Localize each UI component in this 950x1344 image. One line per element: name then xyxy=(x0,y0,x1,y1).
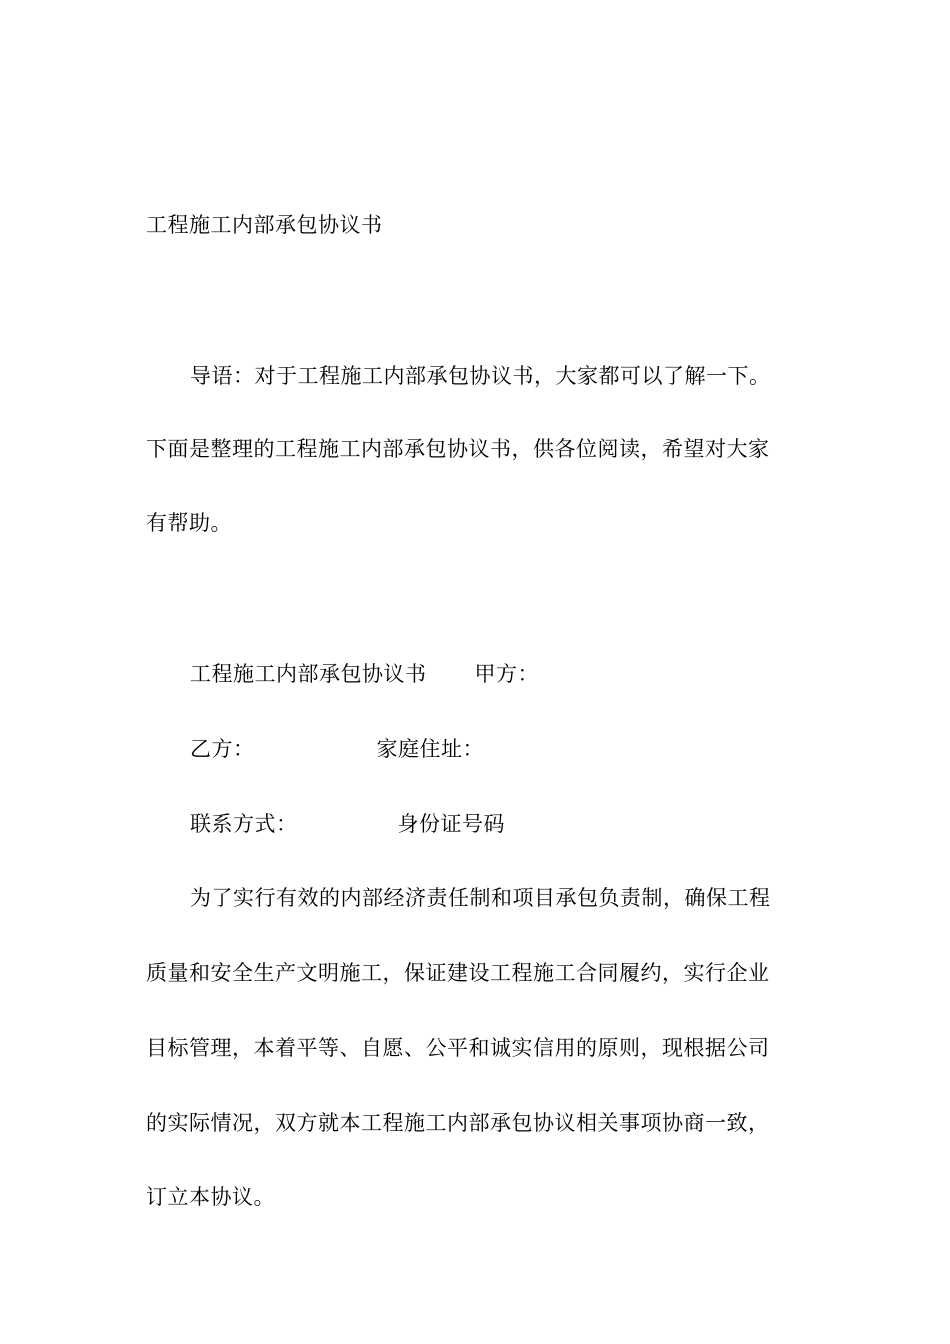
agreement-heading: 工程施工内部承包协议书 xyxy=(190,662,427,686)
intro-line-2: 下面是整理的工程施工内部承包协议书，供各位阅读，希望对大家 xyxy=(146,437,770,461)
party-b-label: 乙方： xyxy=(190,737,255,761)
intro-line-3: 有帮助。 xyxy=(146,511,232,535)
party-a-label: 甲方： xyxy=(474,662,539,686)
parties-row-2 xyxy=(190,737,484,761)
parties-row-1 xyxy=(190,662,539,686)
body-line-1: 为了实行有效的内部经济责任制和项目承包负责制，确保工程 xyxy=(190,886,771,910)
home-address-label: 家庭住址： xyxy=(376,737,484,761)
body-line-3: 目标管理，本着平等、自愿、公平和诚实信用的原则，现根据公司 xyxy=(146,1036,770,1060)
body-line-2: 质量和安全生产文明施工，保证建设工程施工合同履约，实行企业 xyxy=(146,961,770,985)
body-line-4: 的实际情况，双方就本工程施工内部承包协议相关事项协商一致， xyxy=(146,1111,770,1135)
document-title: 工程施工内部承包协议书 xyxy=(146,213,383,237)
intro-line-1: 导语：对于工程施工内部承包协议书，大家都可以了解一下。 xyxy=(190,364,771,388)
contact-label: 联系方式： xyxy=(190,812,298,836)
id-number-label: 身份证号码 xyxy=(397,812,505,836)
body-line-5: 订立本协议。 xyxy=(146,1185,275,1209)
parties-row-3 xyxy=(190,812,505,836)
